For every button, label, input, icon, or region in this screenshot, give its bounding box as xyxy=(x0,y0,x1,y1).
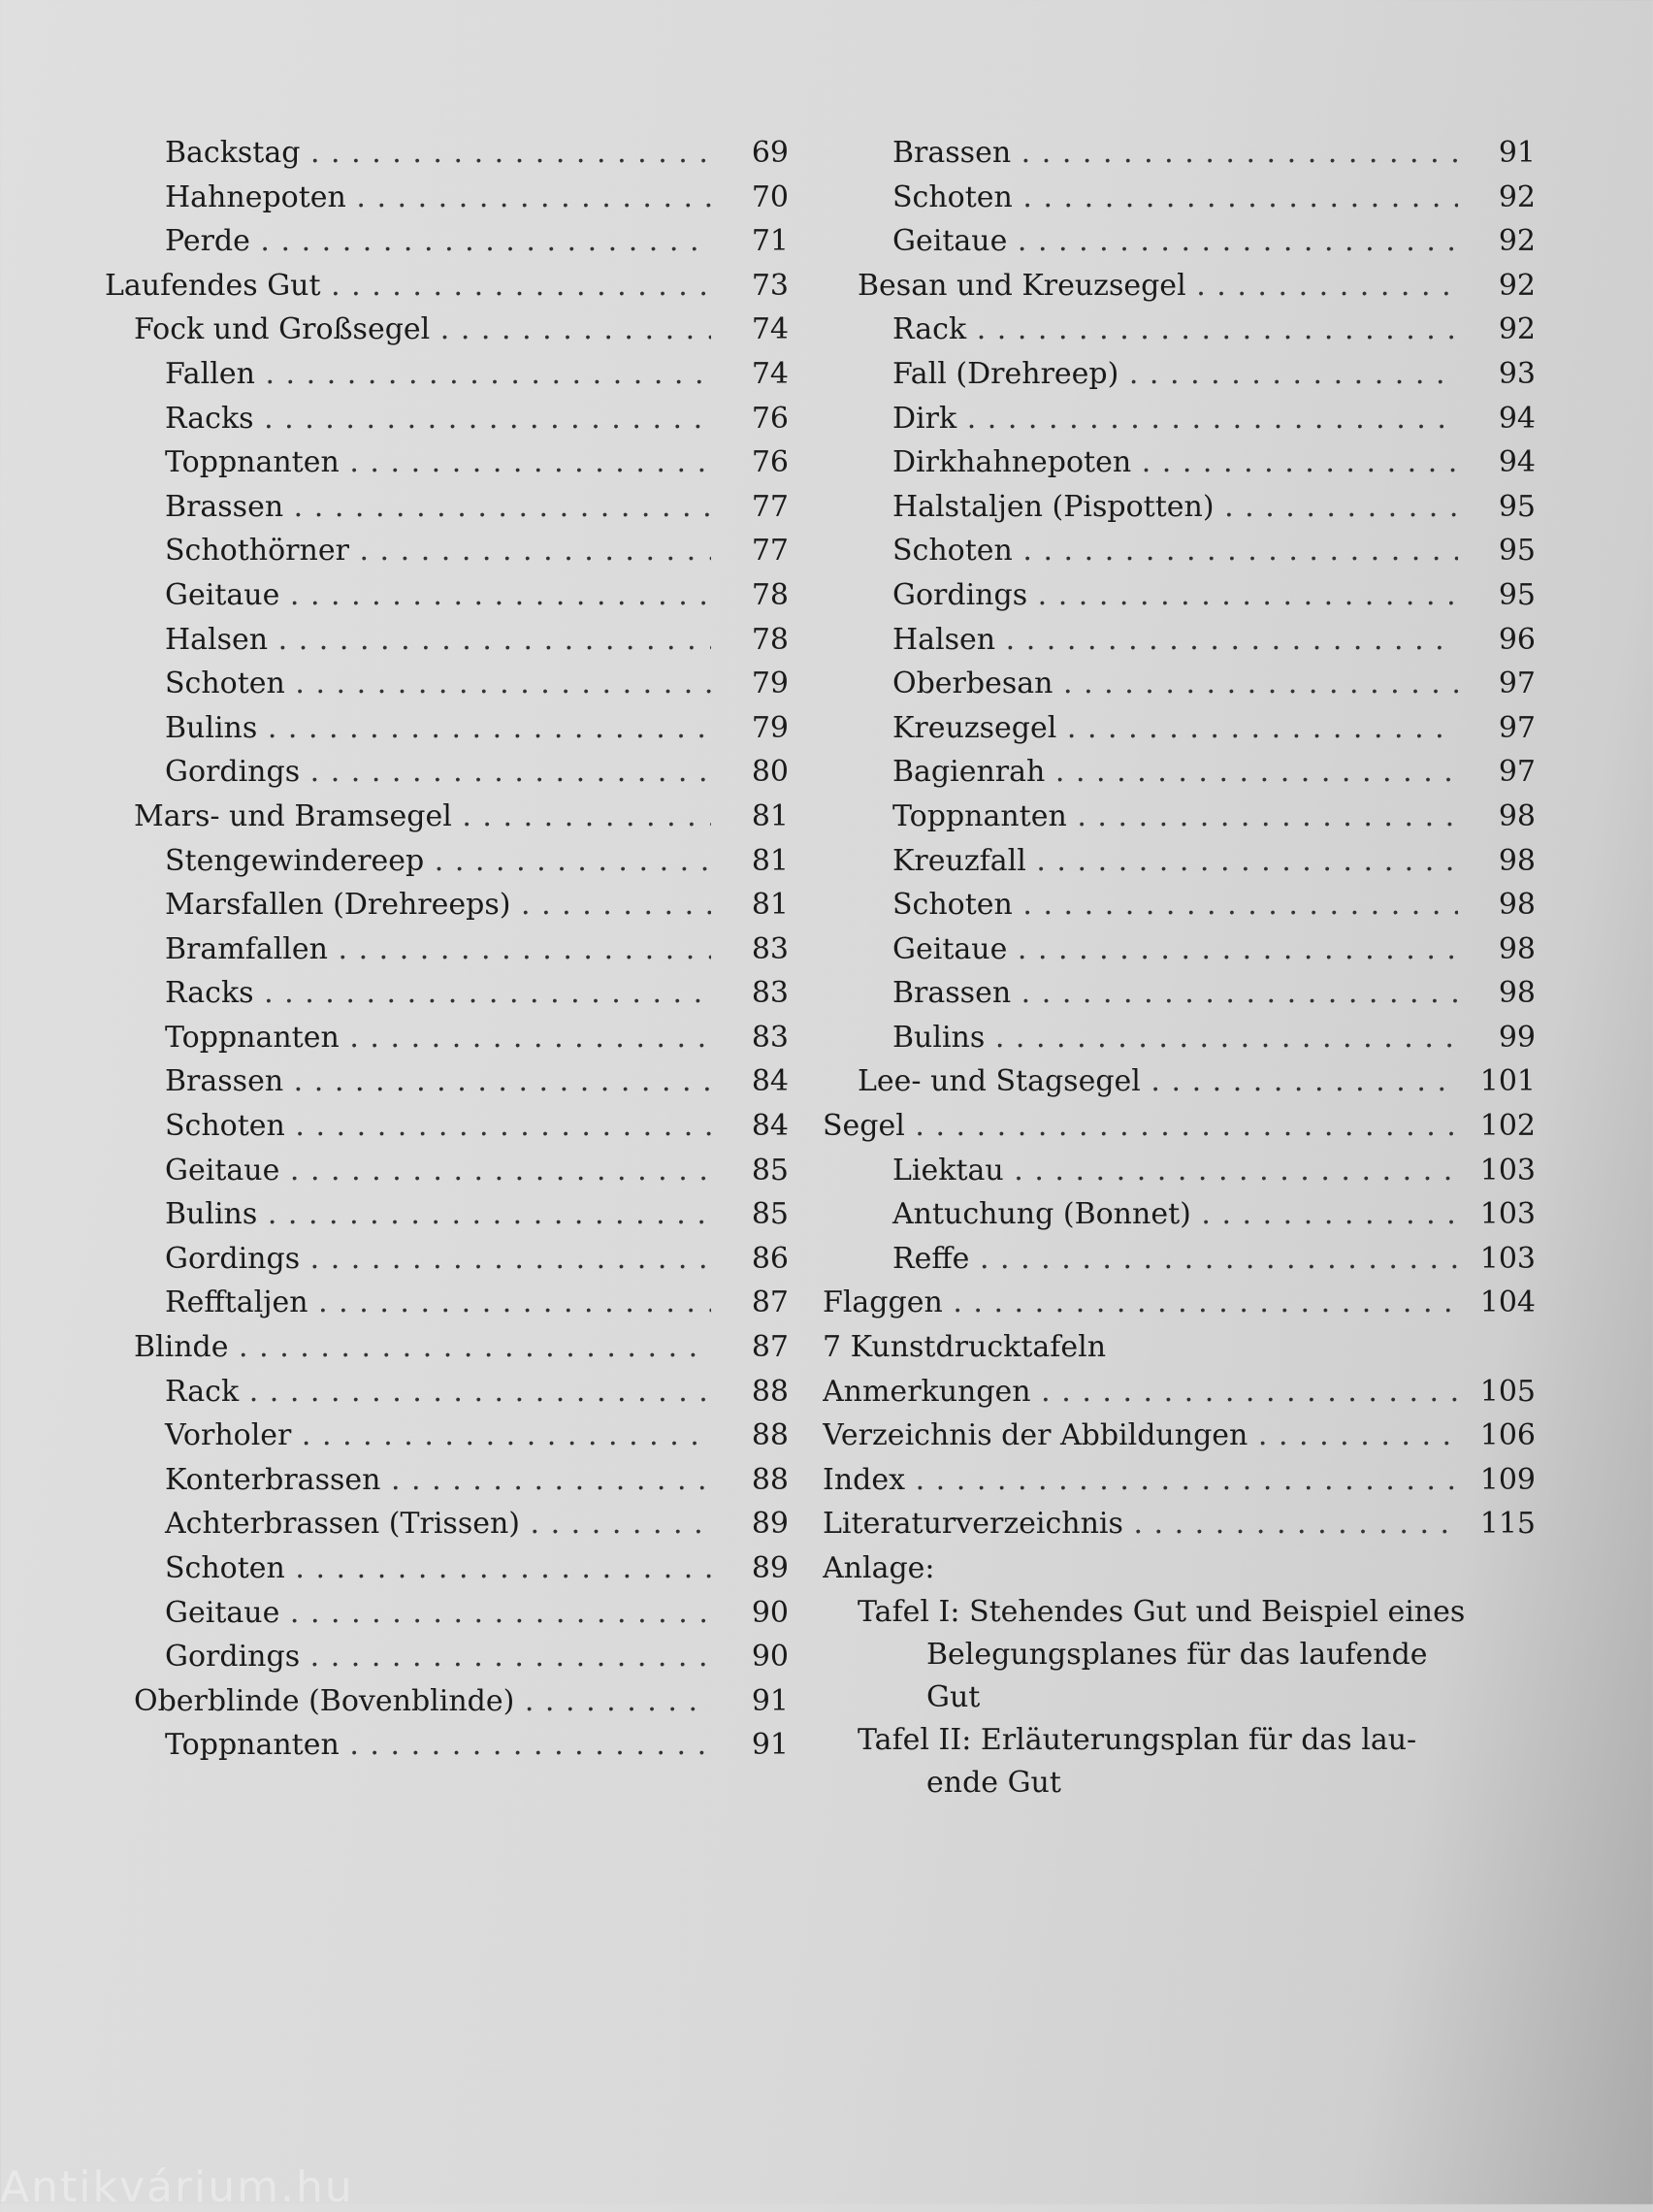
toc-entry xyxy=(105,308,789,352)
toc-entry-page: 99 xyxy=(1498,1020,1536,1055)
toc-entry-page: 98 xyxy=(1498,888,1536,923)
toc-entry-title: Brassen . . . xyxy=(823,971,1458,1016)
toc-entry xyxy=(823,1325,1536,1370)
toc-entry xyxy=(823,264,1536,309)
toc-entry-title: Toppnanten . . . xyxy=(105,1016,711,1060)
toc-entry-page: 103 xyxy=(1479,1197,1536,1232)
toc-entry xyxy=(105,1149,789,1193)
toc-entry xyxy=(105,1370,789,1415)
toc-entry xyxy=(105,1016,789,1060)
toc-entry-page: 93 xyxy=(1498,356,1536,391)
toc-entry-page: 74 xyxy=(751,312,789,347)
toc-entry-title: 7 Kunstdrucktafeln xyxy=(823,1330,1107,1365)
toc-entry-title: Gordings . . . xyxy=(823,573,1458,618)
toc-entry-page: 97 xyxy=(1498,710,1536,745)
toc-entry xyxy=(823,1281,1536,1325)
toc-entry-title: Mars- und Bramsegel . . . xyxy=(105,795,711,839)
toc-entry xyxy=(823,706,1536,751)
toc-entry-title: Antuchung (Bonnet) . . . xyxy=(823,1192,1458,1237)
toc-entry-page: 79 xyxy=(751,710,789,745)
toc-entry xyxy=(823,529,1536,573)
toc-entry xyxy=(105,927,789,972)
toc-entry-page: 88 xyxy=(751,1462,789,1497)
toc-entry xyxy=(105,176,789,220)
anlage-line: Erläuterungsplan für das lau- xyxy=(980,1722,1417,1757)
toc-entry-title: Schoten . . . xyxy=(823,883,1458,927)
toc-entry-title: Fock und Großsegel . . . xyxy=(105,308,711,352)
toc-entry-title: Besan und Kreuzsegel . . . xyxy=(823,264,1458,309)
toc-entry-title: Laufendes Gut . . . xyxy=(105,264,711,309)
toc-entry-title: Toppnanten . . . xyxy=(823,795,1458,839)
toc-entry xyxy=(823,1370,1536,1415)
toc-entry-title: Schoten . . . xyxy=(105,1104,711,1149)
toc-entry-title: Kreuzsegel . . . xyxy=(823,706,1458,751)
toc-entry xyxy=(823,131,1536,176)
toc-entry xyxy=(105,1237,789,1282)
toc-entry-page: 77 xyxy=(751,534,789,569)
toc-entry xyxy=(105,131,789,176)
toc-entry xyxy=(105,706,789,751)
toc-entry xyxy=(823,1414,1536,1458)
toc-entry xyxy=(823,883,1536,927)
toc-entry-title: Geitaue . . . xyxy=(105,1591,711,1636)
toc-entry-title: Segel . . . xyxy=(823,1104,1458,1149)
toc-entry-page: 78 xyxy=(751,622,789,657)
toc-entry-title: Verzeichnis der Abbildungen . . . xyxy=(823,1414,1458,1458)
toc-entry-page: 85 xyxy=(751,1197,789,1232)
toc-entry xyxy=(823,1104,1536,1149)
toc-entry-page: 85 xyxy=(751,1153,789,1187)
toc-entry-title: Bulins . . . xyxy=(105,1192,711,1237)
toc-entry xyxy=(823,1192,1536,1237)
toc-entry-title: Geitaue . . . xyxy=(823,219,1458,264)
toc-entry-page: 81 xyxy=(751,888,789,923)
toc-entry-page: 87 xyxy=(751,1330,789,1365)
toc-entry-page: 102 xyxy=(1479,1109,1536,1144)
toc-entry-title: Perde . . . xyxy=(105,219,711,264)
toc-entry xyxy=(823,352,1536,397)
toc-entry-title: Halsen . . . xyxy=(823,618,1458,663)
toc-entry-page: 91 xyxy=(1498,136,1536,170)
anlage-label: Tafel II: xyxy=(858,1722,972,1757)
toc-entry-page: 71 xyxy=(751,224,789,259)
toc-entry xyxy=(823,1016,1536,1060)
toc-entry-page: 96 xyxy=(1498,622,1536,657)
toc-entry-page: 98 xyxy=(1498,931,1536,966)
toc-entry xyxy=(105,529,789,573)
toc-entry-title: Oberbesan . . . xyxy=(823,662,1458,706)
toc-entry xyxy=(105,662,789,706)
toc-entry xyxy=(105,883,789,927)
toc-entry-page: 76 xyxy=(751,445,789,480)
toc-entry-title: Schoten . . . xyxy=(823,529,1458,573)
toc-entry xyxy=(105,971,789,1016)
toc-entry-page: 70 xyxy=(751,179,789,214)
toc-entry xyxy=(823,1458,1536,1503)
toc-entry-page: 104 xyxy=(1479,1285,1536,1320)
toc-entry-title: Fallen . . . xyxy=(105,352,711,397)
toc-entry-page: 103 xyxy=(1479,1153,1536,1187)
toc-entry-title: Toppnanten . . . xyxy=(105,440,711,485)
toc-entry-title: Geitaue . . . xyxy=(105,573,711,618)
toc-entry xyxy=(105,795,789,839)
toc-entry-title: Lee- und Stagsegel . . . xyxy=(823,1059,1458,1104)
toc-entry xyxy=(105,1325,789,1370)
toc-entry-title: Schoten . . . xyxy=(105,1546,711,1591)
toc-entry-page: 73 xyxy=(751,268,789,303)
toc-entry xyxy=(823,750,1536,795)
toc-entry-page: 84 xyxy=(751,1109,789,1144)
toc-entry-page: 74 xyxy=(751,356,789,391)
toc-entry-page: 97 xyxy=(1498,667,1536,701)
anlage-line: Belegungsplanes für das laufende Gut xyxy=(926,1637,1428,1714)
toc-entry-title: Bulins . . . xyxy=(823,1016,1458,1060)
toc-entry-title: Racks . . . xyxy=(105,971,711,1016)
toc-entry-title: Gordings . . . xyxy=(105,1635,711,1679)
toc-entry xyxy=(105,1059,789,1104)
toc-entry-page: 83 xyxy=(751,976,789,1011)
toc-entry-page: 90 xyxy=(751,1640,789,1675)
toc-entry-page: 88 xyxy=(751,1418,789,1453)
toc-entry xyxy=(823,1546,1536,1591)
toc-entry-title: Bulins . . . xyxy=(105,706,711,751)
toc-entry-page: 94 xyxy=(1498,401,1536,436)
toc-entry-title: Anlage: xyxy=(823,1551,935,1585)
toc-entry-page: 91 xyxy=(751,1728,789,1763)
toc-entry xyxy=(823,1237,1536,1282)
toc-entry-title: Geitaue . . . xyxy=(823,927,1458,972)
toc-entry xyxy=(105,1591,789,1636)
toc-entry-title: Dirk . . . xyxy=(823,397,1458,441)
anlage-line: ende Gut xyxy=(926,1765,1061,1800)
toc-entry-title: Vorholer . . . xyxy=(105,1414,711,1458)
toc-entry xyxy=(105,1281,789,1325)
toc-entry-page: 105 xyxy=(1479,1374,1536,1409)
anlage-label: Tafel I: xyxy=(858,1594,960,1629)
toc-entry-page: 92 xyxy=(1498,268,1536,303)
toc-entry-title: Brassen . . . xyxy=(105,485,711,530)
toc-entry xyxy=(823,219,1536,264)
toc-entry-title: Blinde . . . xyxy=(105,1325,711,1370)
toc-entry xyxy=(105,1723,789,1768)
toc-entry xyxy=(105,839,789,884)
toc-entry xyxy=(823,440,1536,485)
toc-entry-title: Stengewindereep . . . xyxy=(105,839,711,884)
toc-entry xyxy=(105,219,789,264)
toc-entry-page: 106 xyxy=(1479,1418,1536,1453)
toc-entry-title: Oberblinde (Bovenblinde) . . . xyxy=(105,1679,711,1724)
toc-entry-page: 101 xyxy=(1479,1064,1536,1099)
toc-entry-page: 69 xyxy=(751,136,789,170)
toc-entry-page: 79 xyxy=(751,667,789,701)
toc-entry-title: Gordings . . . xyxy=(105,1237,711,1282)
anlage-item xyxy=(823,1591,1488,1719)
toc-entry-page: 83 xyxy=(751,1020,789,1055)
toc-entry xyxy=(823,573,1536,618)
toc-entry-title: Schothörner . . . xyxy=(105,529,711,573)
toc-entry xyxy=(823,839,1536,884)
toc-entry-page: 90 xyxy=(751,1595,789,1630)
toc-right-entries xyxy=(823,131,1536,1591)
toc-entry-page: 92 xyxy=(1498,224,1536,259)
toc-entry-page: 81 xyxy=(751,843,789,878)
toc-entry-page: 89 xyxy=(751,1507,789,1542)
toc-entry-title: Backstag . . . xyxy=(105,131,711,176)
watermark: Antikvárium.hu xyxy=(0,2163,354,2212)
toc-entry xyxy=(823,795,1536,839)
toc-entry-title: Rack . . . xyxy=(823,308,1458,352)
anlage-line: Stehendes Gut und Beispiel eines xyxy=(969,1594,1466,1629)
toc-entry-page: 80 xyxy=(751,755,789,790)
toc-entry xyxy=(105,750,789,795)
toc-entry xyxy=(105,1104,789,1149)
toc-entry xyxy=(823,1149,1536,1193)
toc-entry-page: 91 xyxy=(751,1683,789,1718)
toc-entry-title: Rack . . . xyxy=(105,1370,711,1415)
toc-entry xyxy=(823,927,1536,972)
toc-entry-page: 92 xyxy=(1498,312,1536,347)
toc-entry xyxy=(823,618,1536,663)
toc-entry-page: 95 xyxy=(1498,489,1536,524)
toc-entry xyxy=(105,397,789,441)
toc-entry-page: 92 xyxy=(1498,179,1536,214)
toc-entry-title: Brassen . . . xyxy=(823,131,1458,176)
toc-entry-title: Halstaljen (Pispotten) . . . xyxy=(823,485,1458,530)
toc-entry xyxy=(105,1635,789,1679)
toc-entry xyxy=(105,1502,789,1546)
toc-left-column xyxy=(105,131,789,1768)
toc-entry xyxy=(823,1502,1536,1546)
toc-entry xyxy=(105,573,789,618)
toc-entry-title: Flaggen . . . xyxy=(823,1281,1458,1325)
toc-entry-title: Marsfallen (Drehreeps) . . . xyxy=(105,883,711,927)
toc-entry-page: 115 xyxy=(1479,1507,1536,1542)
toc-entry-title: Schoten . . . xyxy=(105,662,711,706)
toc-entry-title: Fall (Drehreep) . . . xyxy=(823,352,1458,397)
toc-entry-title: Index . . . xyxy=(823,1458,1458,1503)
toc-entry-title: Kreuzfall . . . xyxy=(823,839,1458,884)
toc-entry xyxy=(105,1192,789,1237)
toc-entry-title: Brassen . . . xyxy=(105,1059,711,1104)
toc-entry xyxy=(105,1679,789,1724)
toc-entry-title: Schoten . . . xyxy=(823,176,1458,220)
toc-entry-page: 95 xyxy=(1498,534,1536,569)
toc-entry-page: 95 xyxy=(1498,577,1536,612)
anlage-list xyxy=(823,1591,1536,1805)
toc-entry-page: 77 xyxy=(751,489,789,524)
toc-entry-title: Reffe . . . xyxy=(823,1237,1458,1282)
toc-entry-page: 84 xyxy=(751,1064,789,1099)
toc-entry-title: Liektau . . . xyxy=(823,1149,1458,1193)
toc-entry-page: 76 xyxy=(751,401,789,436)
toc-entry xyxy=(105,485,789,530)
toc-entry xyxy=(105,440,789,485)
toc-entry-title: Racks . . . xyxy=(105,397,711,441)
toc-entry-title: Dirkhahnepoten . . . xyxy=(823,440,1458,485)
toc-entry xyxy=(105,1414,789,1458)
toc-entry xyxy=(823,308,1536,352)
toc-entry-title: Toppnanten . . . xyxy=(105,1723,711,1768)
toc-entry xyxy=(105,1458,789,1503)
anlage-item xyxy=(823,1719,1488,1805)
toc-entry-page: 94 xyxy=(1498,445,1536,480)
toc-entry-page: 88 xyxy=(751,1374,789,1409)
toc-entry xyxy=(105,352,789,397)
toc-entry xyxy=(823,971,1536,1016)
toc-entry-page: 81 xyxy=(751,798,789,833)
toc-entry xyxy=(823,485,1536,530)
toc-entry-page: 109 xyxy=(1479,1462,1536,1497)
toc-entry xyxy=(823,176,1536,220)
toc-entry-title: Hahnepoten . . . xyxy=(105,176,711,220)
toc-entry-title: Halsen . . . xyxy=(105,618,711,663)
toc-entry-page: 87 xyxy=(751,1285,789,1320)
toc-entry xyxy=(105,264,789,309)
toc-entry xyxy=(823,1059,1536,1104)
toc-entry-page: 86 xyxy=(751,1241,789,1276)
toc-entry-page: 83 xyxy=(751,931,789,966)
toc-entry-page: 98 xyxy=(1498,976,1536,1011)
toc-entry xyxy=(105,1546,789,1591)
toc-entry-page: 97 xyxy=(1498,755,1536,790)
toc-entry-page: 78 xyxy=(751,577,789,612)
toc-entry-title: Literaturverzeichnis . . . xyxy=(823,1502,1458,1546)
toc-entry-title: Refftaljen . . . xyxy=(105,1281,711,1325)
toc-entry-title: Konterbrassen . . . xyxy=(105,1458,711,1503)
toc-entry xyxy=(105,618,789,663)
toc-entry-title: Gordings . . . xyxy=(105,750,711,795)
toc-entry-title: Achterbrassen (Trissen) . . . xyxy=(105,1502,711,1546)
toc-entry-title: Bramfallen . . . xyxy=(105,927,711,972)
toc-entry-page: 98 xyxy=(1498,798,1536,833)
toc-entry-title: Bagienrah . . . xyxy=(823,750,1458,795)
toc-right-column xyxy=(823,131,1536,1805)
toc-entry xyxy=(823,397,1536,441)
toc-entry-page: 89 xyxy=(751,1551,789,1585)
toc-entry-title: Anmerkungen . . . xyxy=(823,1370,1458,1415)
toc-entry-page: 98 xyxy=(1498,843,1536,878)
toc-entry-title: Geitaue . . . xyxy=(105,1149,711,1193)
toc-entry-page: 103 xyxy=(1479,1241,1536,1276)
toc-entry xyxy=(823,662,1536,706)
